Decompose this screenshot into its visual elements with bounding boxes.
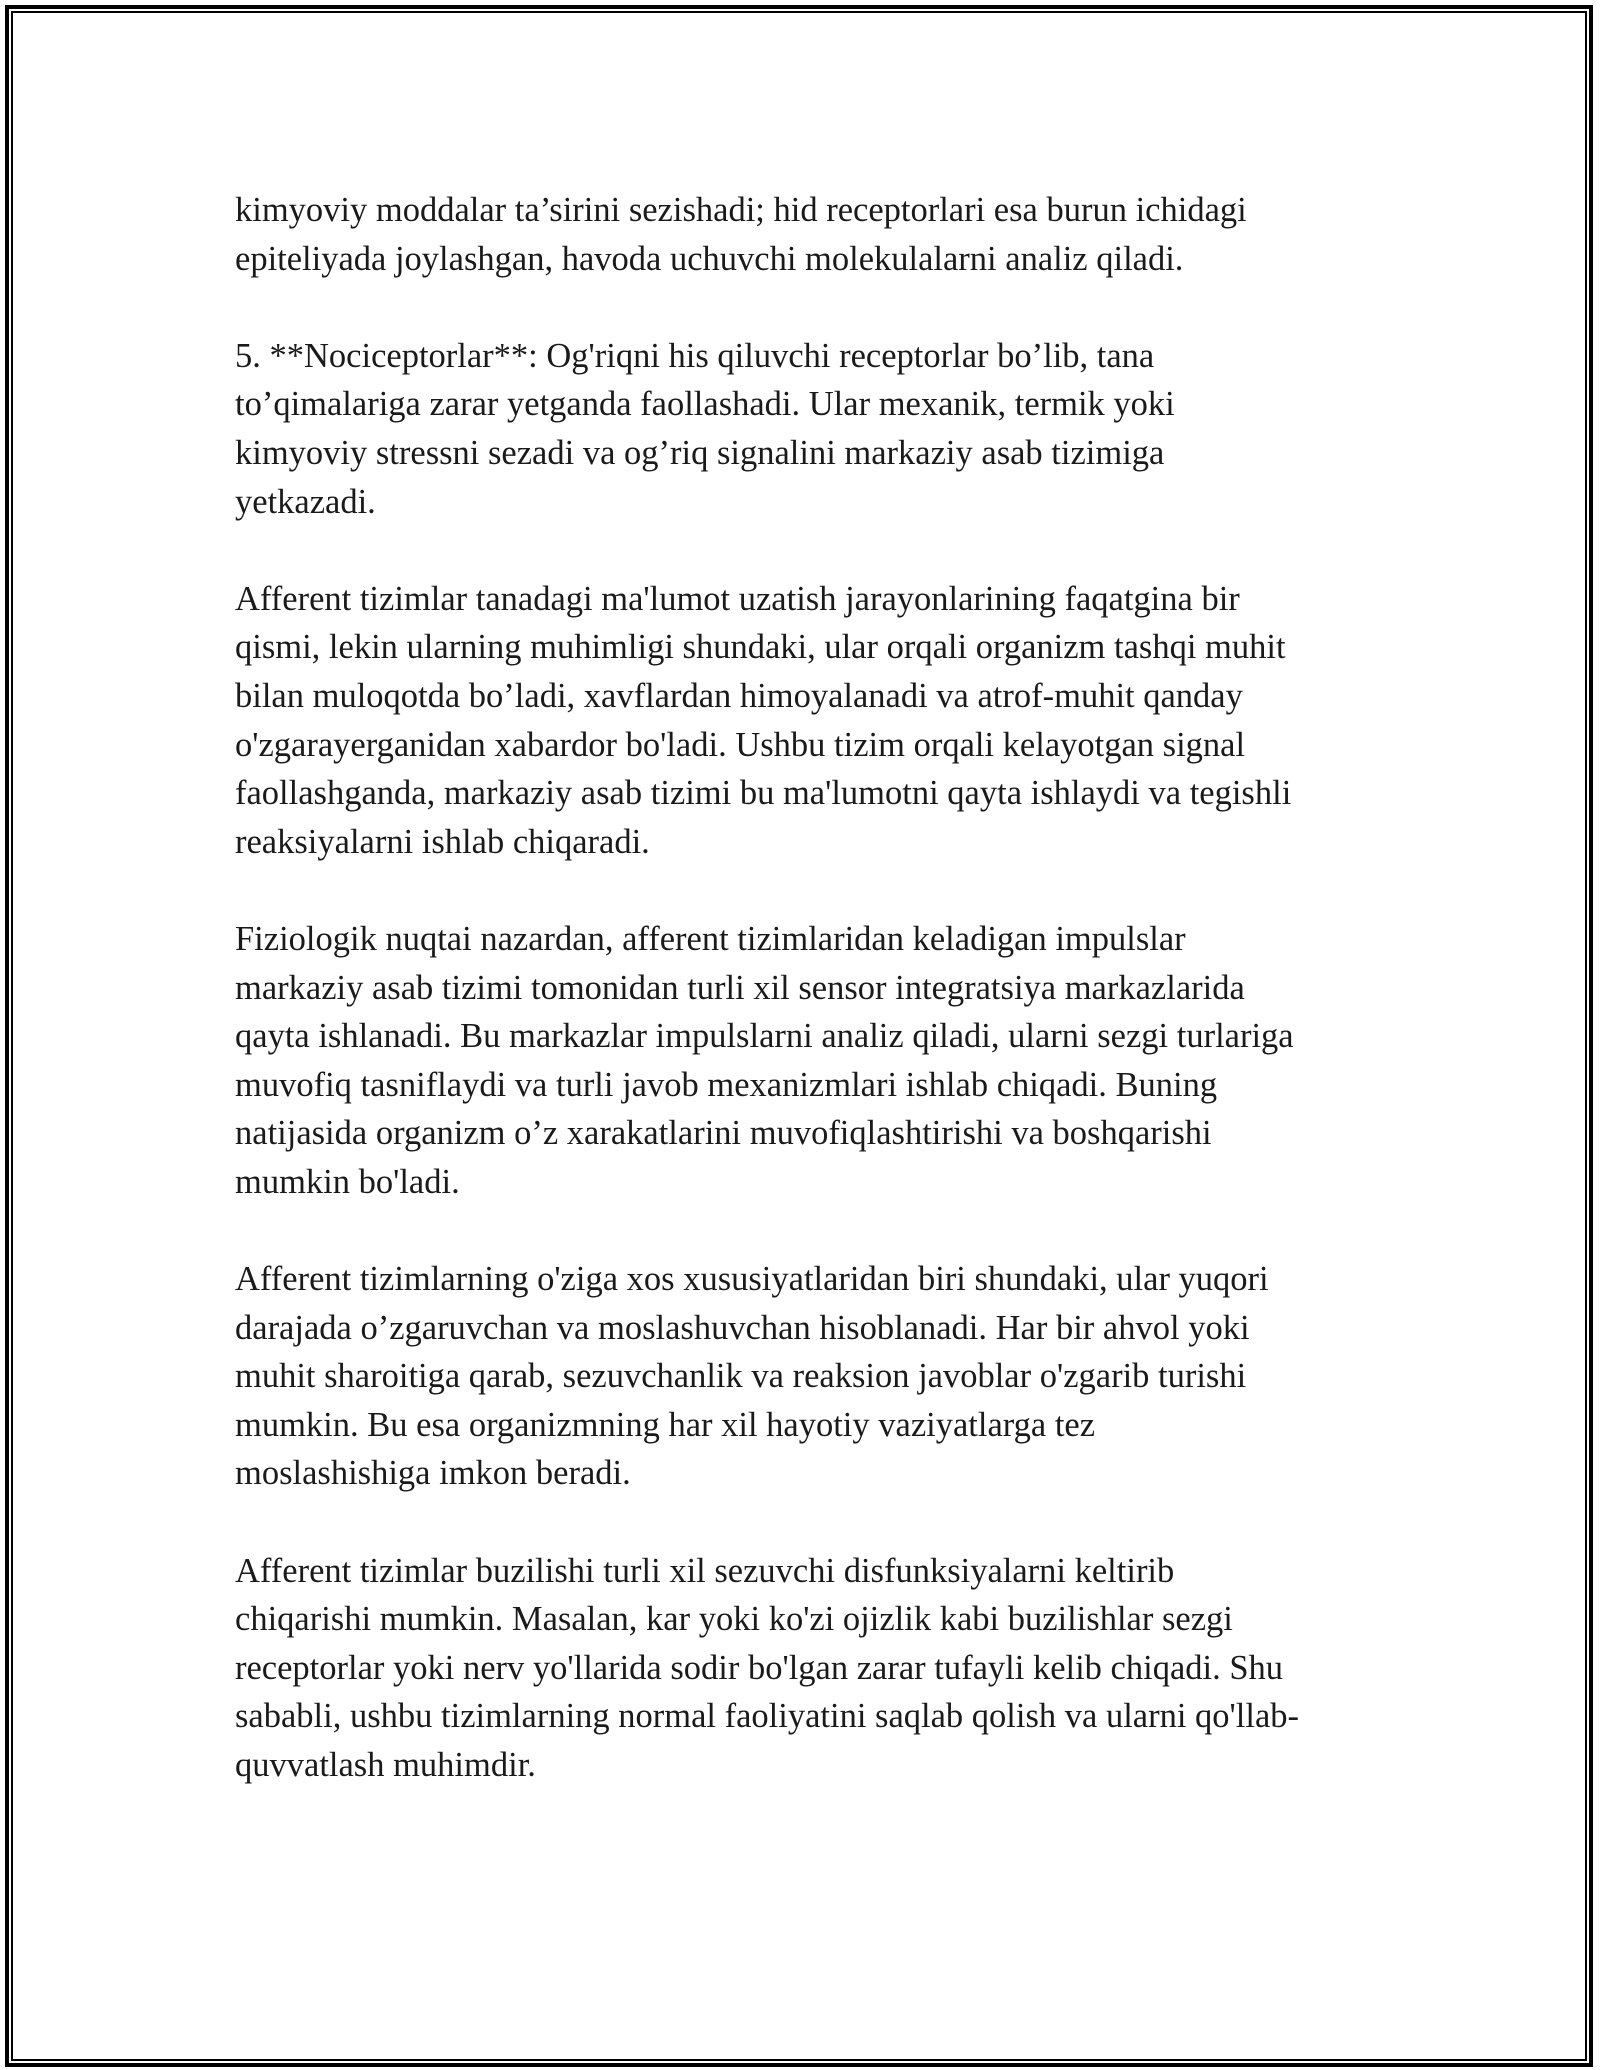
text-line: qismi, lekin ularning muhimligi shundaki, ular orqali organizm tashqi muhit bbox=[235, 628, 1286, 667]
text-line: chiqarishi mumkin. Masalan, kar yoki ko'zi ojizlik kabi buzilishlar sezgi bbox=[235, 1600, 1233, 1639]
text-line: Fiziologik nuqtai nazardan, afferent tizimlaridan keladigan impulslar bbox=[235, 919, 1186, 958]
text-line: yetkazadi. bbox=[235, 482, 376, 521]
text-line: kimyoviy stressni sezadi va og’riq signalini markaziy asab tizimiga bbox=[235, 433, 1165, 472]
text-line: reaksiyalarni ishlab chiqaradi. bbox=[235, 822, 650, 861]
paragraph-5 bbox=[235, 1255, 1385, 1498]
document-body bbox=[235, 186, 1385, 1838]
text-line: o'zgarayerganidan xabardor bo'ladi. Ushbu tizim orqali kelayotgan signal bbox=[235, 725, 1246, 764]
paragraph-2 bbox=[235, 332, 1385, 526]
paragraph-1 bbox=[235, 186, 1385, 283]
text-line: Afferent tizimlarning o'ziga xos xususiyatlaridan biri shundaki, ular yuqori bbox=[235, 1260, 1269, 1299]
text-line: epiteliyada joylashgan, havoda uchuvchi molekulalarni analiz qiladi. bbox=[235, 239, 1184, 278]
text-line: markaziy asab tizimi tomonidan turli xil sensor integratsiya markazlarida bbox=[235, 968, 1245, 1007]
text-line: sababli, ushbu tizimlarning normal faoliyatini saqlab qolish va ularni qo'llab- bbox=[235, 1697, 1299, 1736]
paragraph-3 bbox=[235, 575, 1385, 867]
paragraph-6 bbox=[235, 1547, 1385, 1790]
text-line: moslashishiga imkon beradi. bbox=[235, 1454, 631, 1493]
text-line: receptorlar yoki nerv yo'llarida sodir bo'lgan zarar tufayli kelib chiqadi. Shu bbox=[235, 1648, 1284, 1687]
text-line: Afferent tizimlar buzilishi turli xil sezuvchi disfunksiyalarni keltirib bbox=[235, 1551, 1175, 1590]
text-line: mumkin. Bu esa organizmning har xil hayotiy vaziyatlarga tez bbox=[235, 1405, 1096, 1444]
text-line: quvvatlash muhimdir. bbox=[235, 1746, 536, 1784]
text-line: mumkin bo'ladi. bbox=[235, 1162, 460, 1201]
paragraph-4 bbox=[235, 915, 1385, 1207]
text-line: faollashganda, markaziy asab tizimi bu ma'lumotni qayta ishlaydi va tegishli bbox=[235, 774, 1292, 813]
text-line: 5. **Nociceptorlar**: Og'riqni his qiluvchi receptorlar bo’lib, tana bbox=[235, 336, 1155, 375]
text-line: Afferent tizimlar tanadagi ma'lumot uzatish jarayonlarining faqatgina bir bbox=[235, 579, 1240, 618]
text-line: natijasida organizm o’z xarakatlarini muvofiqlashtirishi va boshqarishi bbox=[235, 1114, 1212, 1153]
text-line: muhit sharoitiga qarab, sezuvchanlik va reaksion javoblar o'zgarib turishi bbox=[235, 1357, 1247, 1396]
text-line: bilan muloqotda bo’ladi, xavflardan himoyalanadi va atrof-muhit qanday bbox=[235, 676, 1243, 715]
text-line: to’qimalariga zarar yetganda faollashadi. Ular mexanik, termik yoki bbox=[235, 385, 1175, 424]
text-line: muvofiq tasniflaydi va turli javob mexanizmlari ishlab chiqadi. Buning bbox=[235, 1065, 1218, 1104]
text-line: qayta ishlanadi. Bu markazlar impulslarni analiz qiladi, ularni sezgi turlariga bbox=[235, 1017, 1294, 1056]
text-line: darajada o’zgaruvchan va moslashuvchan hisoblanadi. Har bir ahvol yoki bbox=[235, 1308, 1250, 1347]
text-line: kimyoviy moddalar ta’sirini sezishadi; hid receptorlari esa burun ichidagi bbox=[235, 191, 1247, 229]
